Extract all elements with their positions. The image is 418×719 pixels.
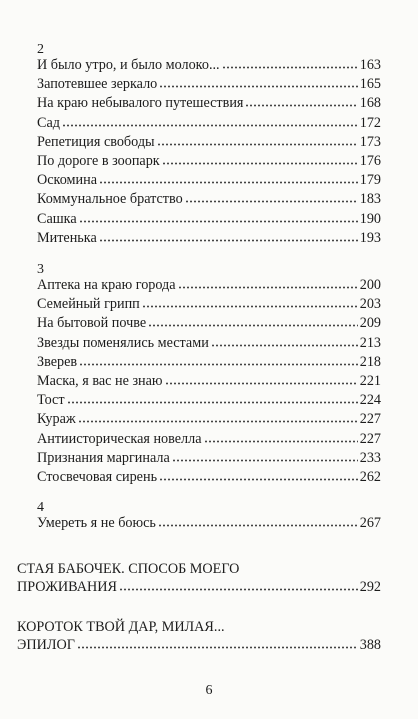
leader-dots	[119, 579, 358, 591]
toc-entry[interactable]	[37, 114, 381, 132]
toc-major-entry[interactable]	[17, 618, 381, 654]
toc-entry[interactable]	[37, 449, 381, 467]
toc-entry-page: 221	[359, 373, 381, 389]
toc-entry-title: Сашка	[37, 210, 77, 227]
leader-dots	[99, 172, 358, 184]
leader-dots	[99, 230, 358, 242]
toc-entry-page: 163	[359, 57, 381, 73]
toc-entry-title: Маска, я вас не знаю	[37, 373, 163, 389]
toc-entry-title: Тост	[37, 392, 65, 409]
toc-entry-page: 179	[359, 172, 381, 189]
major-entry-title-line2: ПРОЖИВАНИЯ	[17, 579, 117, 595]
toc-entry-page: 193	[359, 229, 381, 246]
toc-entry[interactable]	[37, 353, 381, 371]
toc-entry[interactable]	[37, 430, 381, 448]
toc-entry-title: Запотевшее зеркало	[37, 76, 158, 93]
toc-entry-page: 168	[359, 95, 381, 112]
toc-entry[interactable]	[37, 276, 381, 294]
leader-dots	[165, 373, 358, 385]
leader-dots	[157, 134, 358, 146]
toc-entry-title: Сад	[37, 114, 60, 131]
toc-entry-title: По дороге в зоопарк	[37, 153, 160, 169]
major-entry-page: 388	[359, 637, 381, 653]
toc-entry-title: Антиисторическая новелла	[37, 430, 202, 447]
toc-entry-page: 227	[359, 411, 381, 428]
toc-entry[interactable]	[37, 514, 381, 532]
leader-dots	[148, 315, 358, 327]
toc-entry[interactable]	[37, 210, 381, 228]
toc-entry[interactable]	[37, 171, 381, 189]
toc-entry-page: 227	[359, 430, 381, 447]
leader-dots	[178, 277, 358, 289]
toc-entry-title: На бытовой почве	[37, 315, 147, 332]
toc-entry-title: Семейный грипп	[37, 296, 140, 313]
major-entry-title-line1: КОРОТОК ТВОЙ ДАР, МИЛАЯ...	[17, 619, 225, 635]
leader-dots	[159, 469, 358, 481]
toc-entry-title: Митенька	[37, 229, 97, 246]
toc-entry[interactable]	[37, 391, 381, 409]
toc-entry[interactable]	[37, 229, 381, 247]
toc-entry-page: 213	[359, 334, 381, 351]
toc-entry[interactable]	[37, 56, 381, 74]
toc-entry-page: 183	[359, 191, 381, 208]
toc-entry-page: 176	[359, 153, 381, 169]
toc-entry-page: 233	[359, 449, 381, 466]
toc-entry-page: 190	[359, 210, 381, 227]
section-number: 4	[37, 500, 44, 515]
toc-entry[interactable]	[37, 334, 381, 352]
toc-entry[interactable]	[37, 410, 381, 428]
toc-entry-page: 165	[359, 76, 381, 93]
toc-entry[interactable]	[37, 152, 381, 170]
toc-entry[interactable]	[37, 468, 381, 486]
major-entry-line2	[17, 578, 381, 596]
leader-dots	[185, 191, 358, 203]
major-entry-title-line1: СТАЯ БАБОЧЕК. СПОСОБ МОЕГО	[17, 561, 240, 577]
toc-entry[interactable]	[37, 75, 381, 93]
toc-entry-title: Признания маргинала	[37, 449, 170, 466]
leader-dots	[158, 515, 358, 527]
page-number: 6	[205, 683, 213, 698]
leader-dots	[162, 153, 358, 165]
toc-entry-title: И было утро, и было молоко...	[37, 57, 220, 73]
section-number: 2	[37, 42, 44, 57]
major-entry-page: 292	[359, 579, 381, 595]
toc-entry-page: 218	[359, 353, 381, 370]
toc-entry[interactable]	[37, 94, 381, 112]
toc-entry-title: Коммунальное братство	[37, 191, 183, 208]
major-entry-title-line2: ЭПИЛОГ	[17, 637, 75, 653]
toc-entry-title: На краю небывалого путешествия	[37, 95, 244, 112]
leader-dots	[67, 392, 358, 404]
toc-entry-page: 172	[359, 114, 381, 131]
leader-dots	[79, 211, 358, 223]
toc-entry-page: 203	[359, 296, 381, 313]
toc-entry-title: Зверев	[37, 353, 78, 370]
toc-entry-title: Репетиция свободы	[37, 133, 155, 150]
leader-dots	[142, 296, 358, 308]
toc-entry-page: 200	[359, 277, 381, 293]
leader-dots	[159, 76, 357, 88]
toc-entry-title: Оскомина	[37, 172, 97, 189]
toc-major-entry[interactable]	[17, 560, 381, 596]
toc-entry-title: Аптека на краю города	[37, 277, 176, 293]
toc-entry-title: Звезды поменялись местами	[37, 334, 209, 351]
leader-dots	[172, 450, 358, 462]
leader-dots	[78, 411, 358, 423]
toc-entry-title: Умереть я не боюсь	[37, 515, 156, 531]
toc-entry[interactable]	[37, 372, 381, 390]
leader-dots	[79, 354, 358, 366]
toc-entry-page: 267	[359, 515, 381, 531]
major-entry-line2	[17, 636, 381, 654]
leader-dots	[62, 115, 358, 127]
leader-dots	[245, 95, 357, 107]
section-number: 3	[37, 262, 44, 277]
toc-entry-title: Стосвечовая сирень	[37, 469, 158, 485]
toc-entry-page: 262	[359, 469, 381, 485]
toc-entry[interactable]	[37, 314, 381, 332]
toc-entry[interactable]	[37, 133, 381, 151]
toc-entry-page: 209	[359, 315, 381, 332]
toc-entry-page: 173	[359, 133, 381, 150]
leader-dots	[222, 57, 358, 69]
toc-entry-page: 224	[359, 392, 381, 409]
toc-entry-title: Кураж	[37, 411, 76, 428]
leader-dots	[77, 637, 358, 649]
leader-dots	[204, 431, 358, 443]
toc-entry[interactable]	[37, 295, 381, 313]
toc-entry[interactable]	[37, 190, 381, 208]
leader-dots	[211, 335, 358, 347]
